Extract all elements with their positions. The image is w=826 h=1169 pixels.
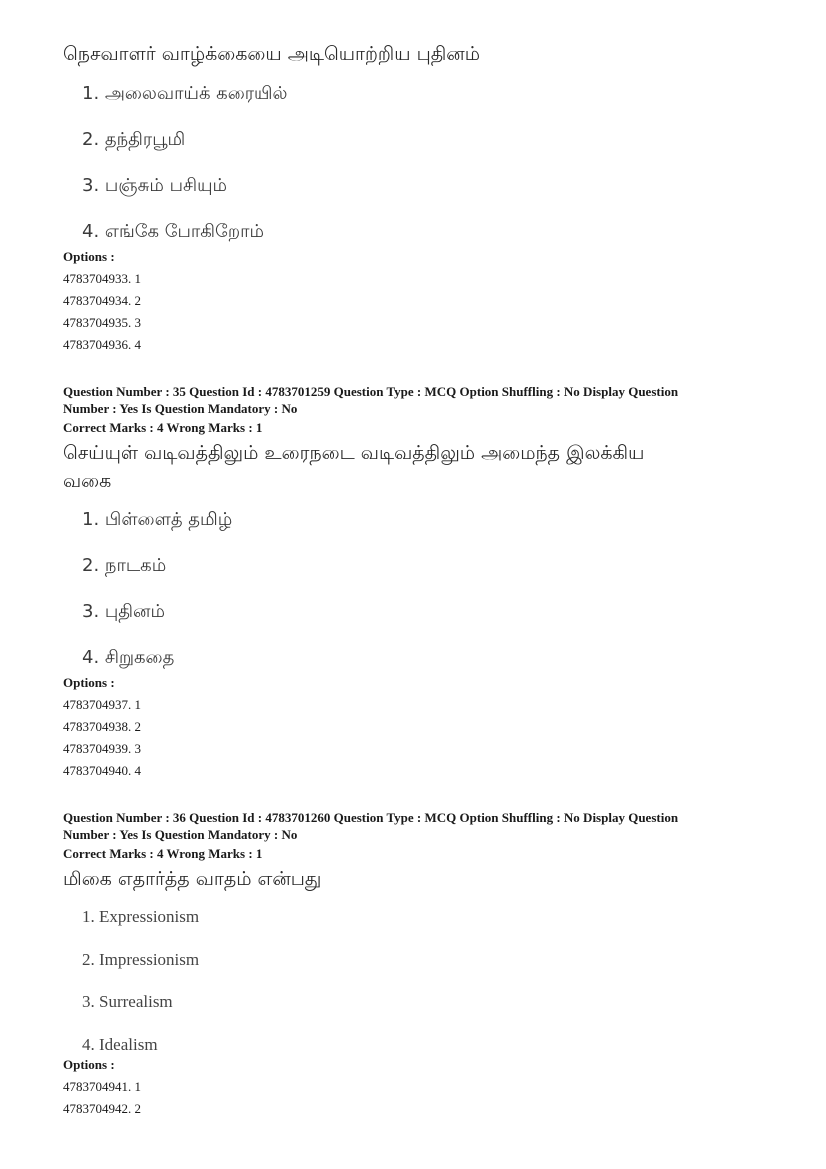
q35-options-label: Options :	[63, 675, 115, 690]
q36-choice-2: 2. Impressionism	[82, 950, 200, 969]
q35-stem	[63, 439, 783, 495]
q34-choice-4: 4. எங்கே போகிறோம்	[82, 221, 264, 242]
q34-option-3: 4783704935. 3	[63, 315, 141, 330]
q36-meta	[63, 809, 783, 862]
q36-options-label: Options :	[63, 1057, 115, 1072]
q34-option-1: 4783704933. 1	[63, 271, 141, 286]
q36-marks: Correct Marks : 4 Wrong Marks : 1	[63, 846, 263, 861]
q35-marks: Correct Marks : 4 Wrong Marks : 1	[63, 420, 263, 435]
q35-choice-4: 4. சிறுகதை	[82, 647, 175, 668]
q36-option-2: 4783704942. 2	[63, 1101, 141, 1116]
q35-option-3: 4783704939. 3	[63, 741, 141, 756]
q35-meta-line-1: Question Number : 35 Question Id : 4783701259 Question Type : MCQ Option Shuffling : No Display Question	[63, 384, 679, 399]
q35-choice-2: 2. நாடகம்	[82, 555, 167, 576]
q36-meta-line-1: Question Number : 36 Question Id : 4783701260 Question Type : MCQ Option Shuffling : No Display Question	[63, 810, 679, 825]
q35-meta	[63, 383, 783, 436]
q35-stem-line-2: வகை	[63, 470, 112, 492]
q36-option-1: 4783704941. 1	[63, 1079, 141, 1094]
q35-choice-3: 3. புதினம்	[82, 601, 165, 622]
q34-choice-2: 2. தந்திரபூமி	[82, 129, 186, 150]
q36-meta-line-2: Number : Yes Is Question Mandatory : No	[63, 827, 298, 842]
q35-option-4: 4783704940. 4	[63, 763, 141, 778]
q36-choice-4: 4. Idealism	[82, 1035, 158, 1054]
q35-option-2: 4783704938. 2	[63, 719, 141, 734]
q36-stem: மிகை எதார்த்த வாதம் என்பது	[63, 868, 322, 890]
q34-option-4: 4783704936. 4	[63, 337, 141, 352]
q35-stem-line-1: செய்யுள் வடிவத்திலும் உரைநடை வடிவத்திலும் அமைந்த இலக்கிய	[63, 442, 645, 464]
q34-stem: நெசவாளர் வாழ்க்கையை அடியொற்றிய புதினம்	[63, 43, 480, 65]
q34-choice-1: 1. அலைவாய்க் கரையில்	[82, 83, 288, 104]
q36-choice-1: 1. Expressionism	[82, 907, 200, 926]
q35-choice-1: 1. பிள்ளைத் தமிழ்	[82, 509, 233, 530]
q35-meta-line-2: Number : Yes Is Question Mandatory : No	[63, 401, 298, 416]
q34-choice-3: 3. பஞ்சும் பசியும்	[82, 175, 227, 196]
q34-option-2: 4783704934. 2	[63, 293, 141, 308]
q36-choice-3: 3. Surrealism	[82, 992, 173, 1011]
q35-option-1: 4783704937. 1	[63, 697, 141, 712]
q34-options-label: Options :	[63, 249, 115, 264]
